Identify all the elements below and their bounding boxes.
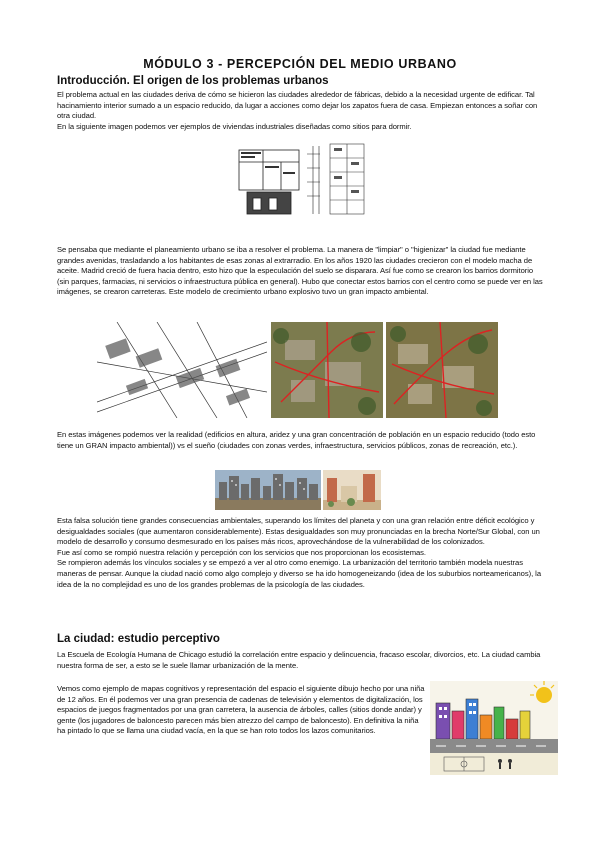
paragraph: En la siguiente imagen podemos ver ejemplos de viviendas industriales diseñadas como sitios para dormir. <box>57 121 412 131</box>
dream-city-illustration <box>323 470 381 510</box>
paragraph: Fue así como se rompió nuestra relación y percepción con los servicios que nos proporcionan los ecosistemas. <box>57 547 426 557</box>
page-title: MÓDULO 3 - PERCEPCIÓN DEL MEDIO URBANO <box>143 57 457 71</box>
paragraph: Se rompieron además los vínculos sociales y se empezó a ver al otro como enemigo. La urbanización del territorio también modela nuestras maneras de pensar. Aunque la ciudad nació como algo complejo y diverso se ha ido homogeneizando (idea de los suburbios norteamericanos), la idea de la no complejidad es uno de los grandes problemas de la psicología de las ciudades. <box>57 558 541 589</box>
planning-text-block <box>57 245 545 298</box>
intro-text-block <box>57 90 545 132</box>
aerial-photo-dream <box>386 322 498 418</box>
paragraph: Vemos como ejemplo de mapas cognitivos y representación del espacio el siguiente dibujo hecho por una niña de 12 años. En él podemos ver una gran presencia de cadenas de televisión y elementos de digitalización, los espacios de juegos fragmentados por una gran carretera, la ausencia de árboles, calles (sitios donde andar) y gente (los jugadores de baloncesto parecen más bien atrezzo del campo de baloncesto). En definitiva la niña ha pintado lo que se llama una ciudad vacía, en la que se han roto todos los lazos comunitarios. <box>57 684 425 736</box>
section-heading-intro: Introducción. El origen de los problemas urbanos <box>57 75 329 87</box>
paragraph: La Escuela de Ecología Humana de Chicago estudió la correlación entre espacio y delincuencia, fracaso escolar, divorcios, etc. La ciudad cambia nuestra forma de ser, a esto se le suele llamar urbanización de la mente. <box>57 650 541 670</box>
paragraph: Se pensaba que mediante el planeamiento urbano se iba a resolver el problema. La manera de "limpiar" o "higienizar" la ciudad fue mediante grandes avenidas, trasladando a los habitantes de esas zonas al extrarradio. En los años 1920 las ciudades crecieron con el modelo macha de aceite. Madrid creció de fuera hacia dentro, esto hizo que la especulación del suelo se disparara. Así fue como se crearon los barrios dormitorio (sin parques, farmacias, ni servicios o infraestructura pública en general). Hubo que conectar estos barrios con el centro como se puede ver en las imágenes, se crearon carreteras. Este modelo de crecimiento urbano explosivo tuvo un gran impacto ambiental. <box>57 245 543 297</box>
cognitive-map-text <box>57 684 427 737</box>
city-skyline-photo <box>215 470 321 510</box>
reality-vs-dream-text <box>57 430 545 451</box>
consequences-text-block <box>57 516 545 590</box>
aerial-photo-real <box>271 322 383 418</box>
paragraph: En estas imágenes podemos ver la realidad (edificios en altura, aridez y una gran concentración de población en un espacio reducido (todo esto tiene un GRAN impacto ambiental)) vs el sueño (ciudades con zonas verdes, infraestructura, servicios públicos, zonas de recreación, etc.). <box>57 430 536 450</box>
housing-section-drawing <box>320 140 376 220</box>
chicago-school-text <box>57 650 545 671</box>
section-heading-perceptive-study: La ciudad: estudio perceptivo <box>57 633 220 645</box>
urban-street-plan-figure <box>97 322 267 418</box>
paragraph: El problema actual en las ciudades deriva de cómo se hicieron las ciudades alrededor de fábricas, debido a la necesidad urgente de edificar. Tal hacinamiento interior sumado a un espacio reducido, da lugar a acciones como dejar los zapatos fuera de casa. Empiezan entonces a soñar con otra ciudad. <box>57 90 538 121</box>
paragraph: Esta falsa solución tiene grandes consecuencias ambientales, superando los límites del planeta y con una gran relación entre déficit ecológico y desigualdades sociales (que aumentaron considerablemente). Estas desigualdades son muy pronunciadas en la brecha Norte/Sur Global, con un modelo de desarrollo y consumo desmesurado en los países más ricos, aprovechándose de la vulnerabilidad de los colonizados. <box>57 516 540 547</box>
child-city-drawing <box>430 681 558 775</box>
